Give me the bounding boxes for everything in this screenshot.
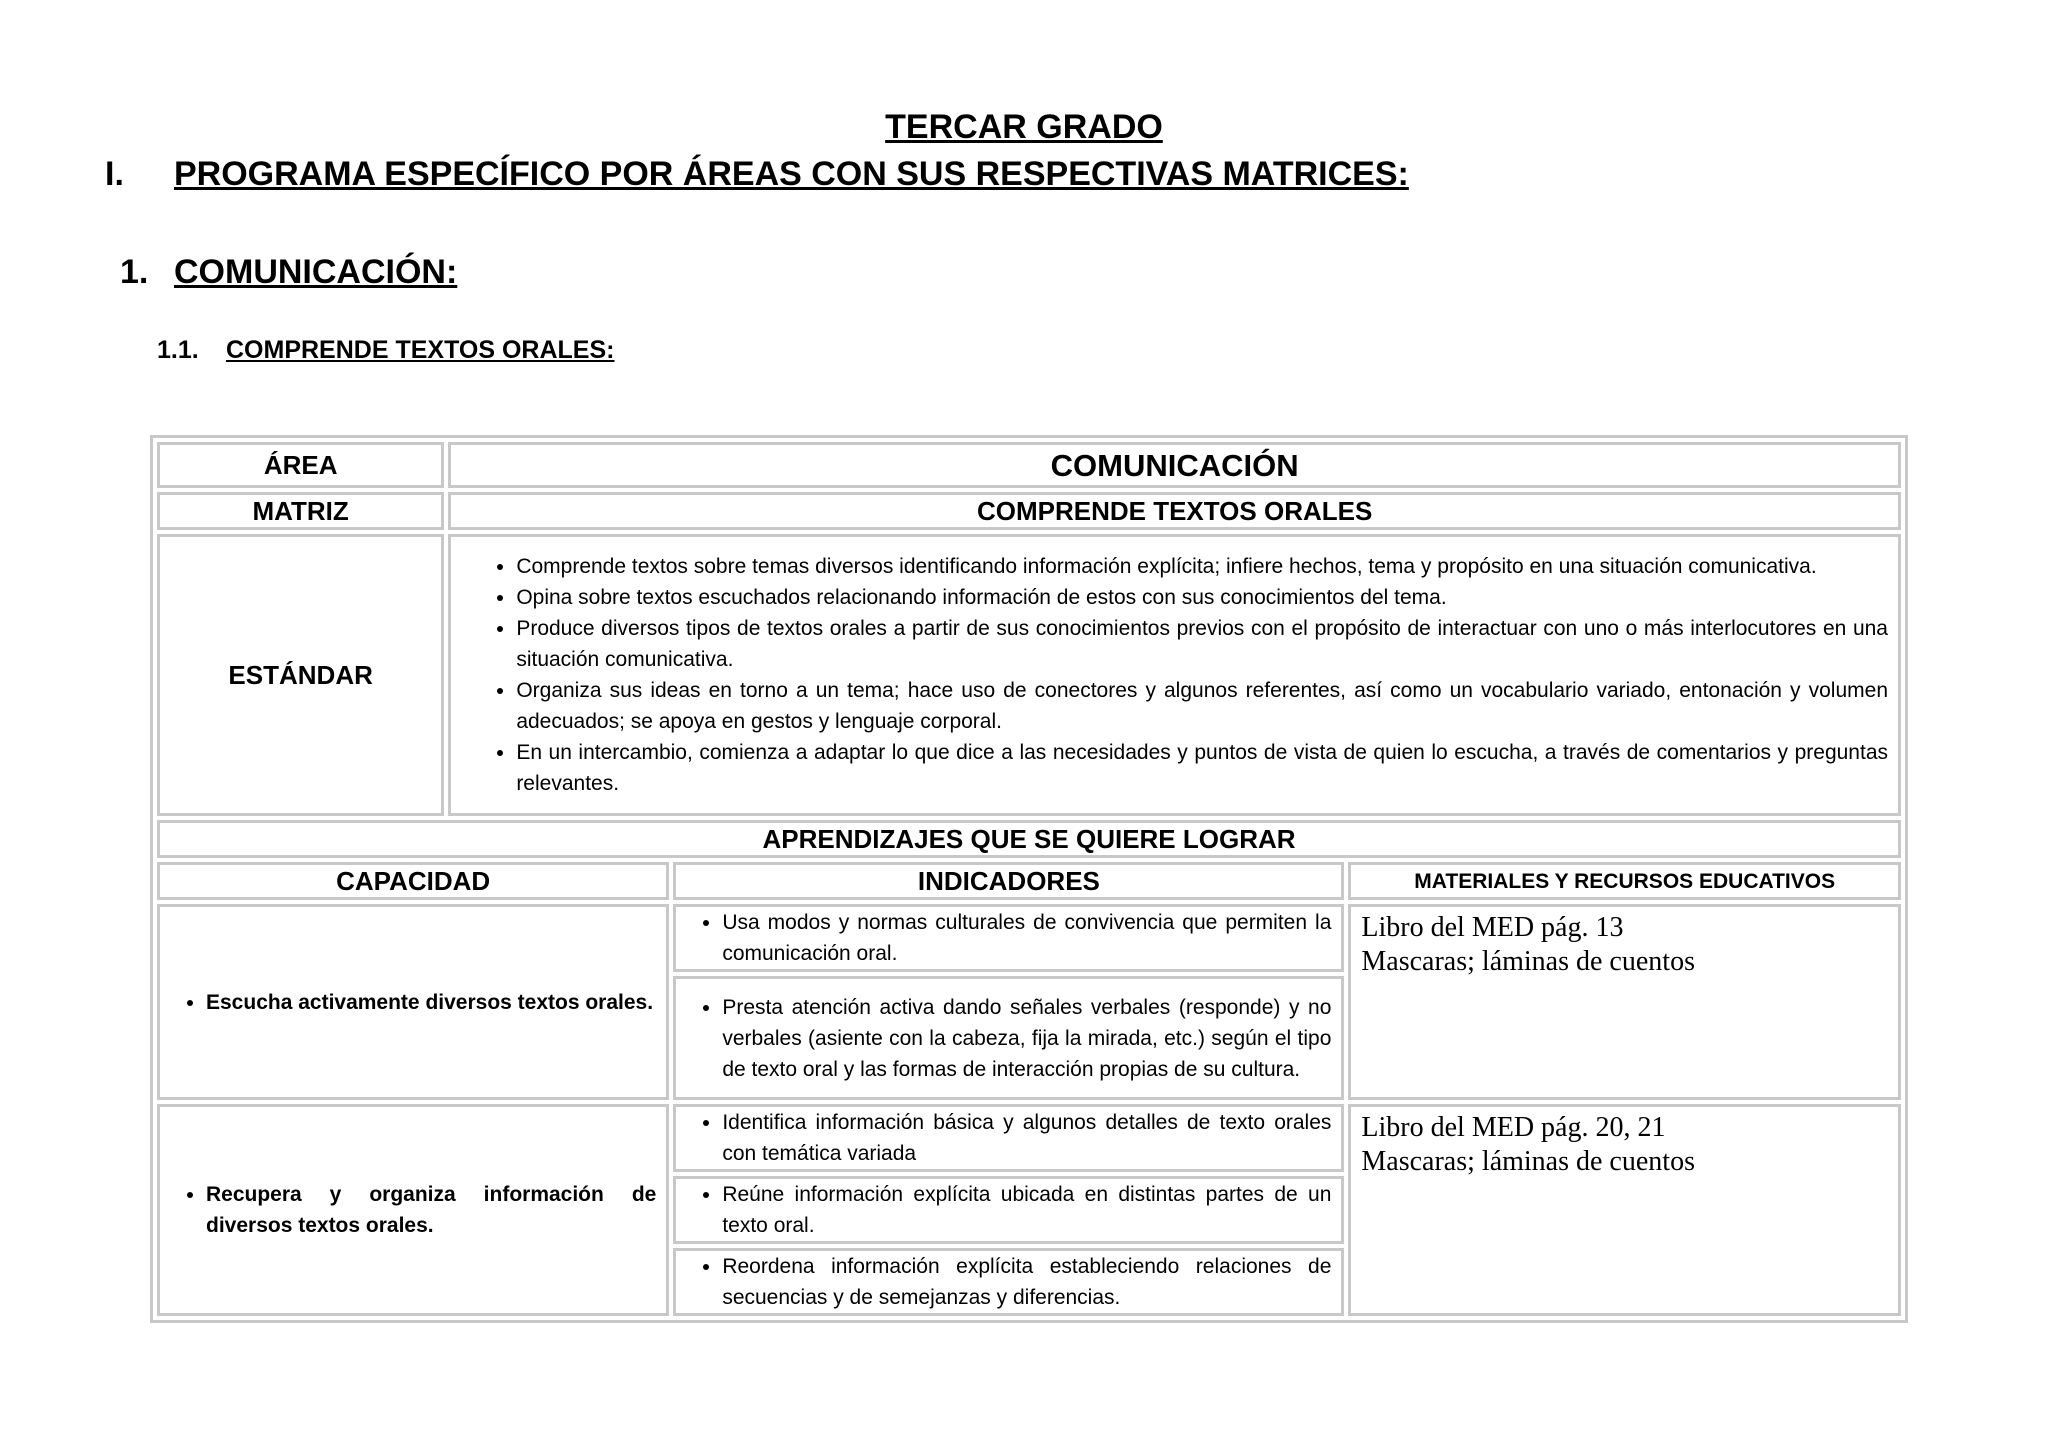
materiales-line: Libro del MED pág. 13 xyxy=(1361,912,1624,943)
aprendizajes-row xyxy=(157,820,1901,858)
materiales-cell xyxy=(1348,904,1901,1100)
indicador-cell xyxy=(673,1104,1344,1172)
section-number: I. xyxy=(105,155,124,193)
materiales-line: Libro del MED pág. 20, 21 xyxy=(1361,1112,1666,1143)
area-row xyxy=(157,442,1901,488)
estandar-item: • En un intercambio, comienza a adaptar lo que dice a las necesidades y puntos de vista de quien lo escucha, a través de comentarios y preguntas relevantes. xyxy=(516,737,1888,799)
grade-title: TERCAR GRADO xyxy=(885,108,1163,146)
matriz-row xyxy=(157,492,1901,530)
estandar-item: • Organiza sus ideas en torno a un tema; hace uso de conectores y algunos referentes, así como un vocabulario variado, entonación y volumen adecuados; se apoya en gestos y lenguaje corporal. xyxy=(516,675,1888,737)
materiales-header: MATERIALES Y RECURSOS EDUCATIVOS xyxy=(1348,862,1901,900)
indicador-text: • Reordena información explícita estableciendo relaciones de secuencias y de semejanzas y diferencias. xyxy=(722,1251,1331,1313)
area-value: COMUNICACIÓN xyxy=(448,442,1901,488)
indicador-text: • Presta atención activa dando señales verbales (responde) y no verbales (asiente con la cabeza, fija la mirada, etc.) según el tipo de texto oral y las formas de interacción propias de su cultura. xyxy=(722,992,1331,1085)
indicador-cell xyxy=(673,976,1344,1100)
capacidad-cell xyxy=(157,1104,669,1316)
area-label: ÁREA xyxy=(157,442,444,488)
capacidad-text: • Recupera y organiza información de diversos textos orales. xyxy=(206,1179,656,1241)
subsubsection-title: COMPRENDE TEXTOS ORALES: xyxy=(226,336,615,364)
table-row xyxy=(157,904,1901,972)
estandar-row xyxy=(157,534,1901,816)
matriz-label: MATRIZ xyxy=(157,492,444,530)
indicador-cell xyxy=(673,904,1344,972)
estandar-list xyxy=(461,551,1888,799)
subsubsection-number: 1.1. xyxy=(157,336,199,364)
materiales-line: Mascaras; láminas de cuentos xyxy=(1361,1146,1695,1177)
subsection-number: 1. xyxy=(120,253,149,291)
estandar-item: • Opina sobre textos escuchados relacionando información de estos con sus conocimientos del tema. xyxy=(516,582,1888,613)
matriz-value: COMPRENDE TEXTOS ORALES xyxy=(448,492,1901,530)
indicador-text: • Reúne información explícita ubicada en distintas partes de un texto oral. xyxy=(722,1179,1331,1241)
capacidad-header: CAPACIDAD xyxy=(157,862,669,900)
capacidad-cell xyxy=(157,904,669,1100)
indicadores-header: INDICADORES xyxy=(673,862,1344,900)
materiales-cell xyxy=(1348,1104,1901,1316)
subsection-title: COMUNICACIÓN: xyxy=(174,253,458,291)
indicador-text: • Usa modos y normas culturales de convivencia que permiten la comunicación oral. xyxy=(722,907,1331,969)
indicador-text: • Identifica información básica y algunos detalles de texto orales con temática variada xyxy=(722,1107,1331,1169)
column-header-row xyxy=(157,862,1901,900)
aprendizajes-heading: APRENDIZAJES QUE SE QUIERE LOGRAR xyxy=(157,820,1901,858)
section-title: PROGRAMA ESPECÍFICO POR ÁREAS CON SUS RESPECTIVAS MATRICES: xyxy=(174,155,1409,193)
indicador-cell xyxy=(673,1248,1344,1316)
indicador-cell xyxy=(673,1176,1344,1244)
estandar-content xyxy=(448,534,1901,816)
table-row xyxy=(157,1104,1901,1172)
capacidad-text: • Escucha activamente diversos textos orales. xyxy=(206,987,656,1018)
estandar-item: • Produce diversos tipos de textos orales a partir de sus conocimientos previos con el propósito de interactuar con uno o más interlocutores en una situación comunicativa. xyxy=(516,613,1888,675)
curriculum-matrix-table xyxy=(150,435,1908,1323)
estandar-item: • Comprende textos sobre temas diversos identificando información explícita; infiere hechos, tema y propósito en una situación comunicativa. xyxy=(516,551,1888,582)
estandar-label: ESTÁNDAR xyxy=(157,534,444,816)
materiales-line: Mascaras; láminas de cuentos xyxy=(1361,946,1695,977)
